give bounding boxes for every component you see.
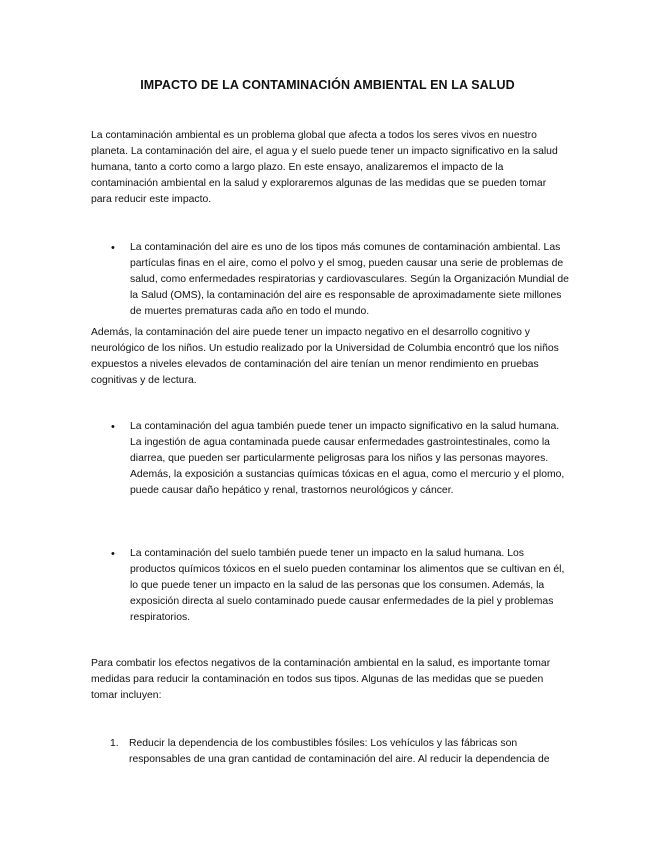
list-item-soil-pollution — [91, 546, 569, 626]
document-title: IMPACTO DE LA CONTAMINACIÓN AMBIENTAL EN LA SALUD — [140, 78, 515, 92]
list-item-water-pollution — [91, 419, 569, 499]
bullet-icon: • — [111, 548, 115, 560]
list-item-text: La contaminación del agua también puede tener un impacto significativo en la salud humana. La ingestión de agua contaminada puede causar enfermedades gastrointestinales, como la diarrea, que pueden ser particularmente peligrosas para los niños y las personas mayores. Además, la exposición a sustancias químicas tóxicas en el agua, como el mercurio y el plomo, puede causar daño hepático y renal, trastornos neurológicos y cáncer. — [130, 421, 565, 497]
list-item-text: La contaminación del suelo también puede tener un impacto en la salud humana. Los productos químicos tóxicos en el suelo pueden contaminar los alimentos que se cultivan en él, lo que puede tener un impacto en la salud de las personas que los consumen. Además, la exposición directa al suelo contaminado puede causar enfermedades de la piel y problemas respiratorios. — [130, 548, 565, 624]
bullet-icon: • — [111, 242, 115, 254]
air-pollution-children-paragraph: Además, la contaminación del aire puede tener un impacto negativo en el desarrollo cognitivo y neurológico de los niños. Un estudio realizado por la Universidad de Columbia encontró que los niños expuestos a niveles elevados de contaminación del aire tenían un menor rendimiento en pruebas cognitivas y de lectura. — [91, 327, 559, 387]
intro-paragraph: La contaminación ambiental es un problema global que afecta a todos los seres vivos en nuestro planeta. La contaminación del aire, el agua y el suelo puede tener un impacto significativo en la salud humana, tanto a corto como a largo plazo. En este ensayo, analizaremos el impacto de la contaminación ambiental en la salud y exploraremos algunas de las medidas que se pueden tomar para reducir este impacto. — [91, 130, 558, 206]
item-number: 1. — [110, 738, 119, 749]
numbered-item-fossil-fuels — [91, 736, 569, 768]
list-item-air-pollution — [91, 240, 569, 320]
bullet-icon: • — [111, 421, 115, 433]
measures-intro-paragraph: Para combatir los efectos negativos de la contaminación ambiental en la salud, es importante tomar medidas para reducir la contaminación en todos sus tipos. Algunas de las medidas que se pueden tomar incluyen: — [91, 658, 551, 702]
numbered-item-text: Reducir la dependencia de los combustibles fósiles: Los vehículos y las fábricas son responsables de una gran cantidad de contaminación del aire. Al reducir la dependencia de — [129, 738, 550, 766]
list-item-text: La contaminación del aire es uno de los tipos más comunes de contaminación ambiental. Las partículas finas en el aire, como el polvo y el smog, pueden causar una serie de problemas de salud, como enfermedades respiratorias y cardiovasculares. Según la Organización Mundial de la Salud (OMS), la contaminación del aire es responsable de aproximadamente siete millones de muertes prematuras cada año en todo el mundo. — [130, 242, 569, 318]
